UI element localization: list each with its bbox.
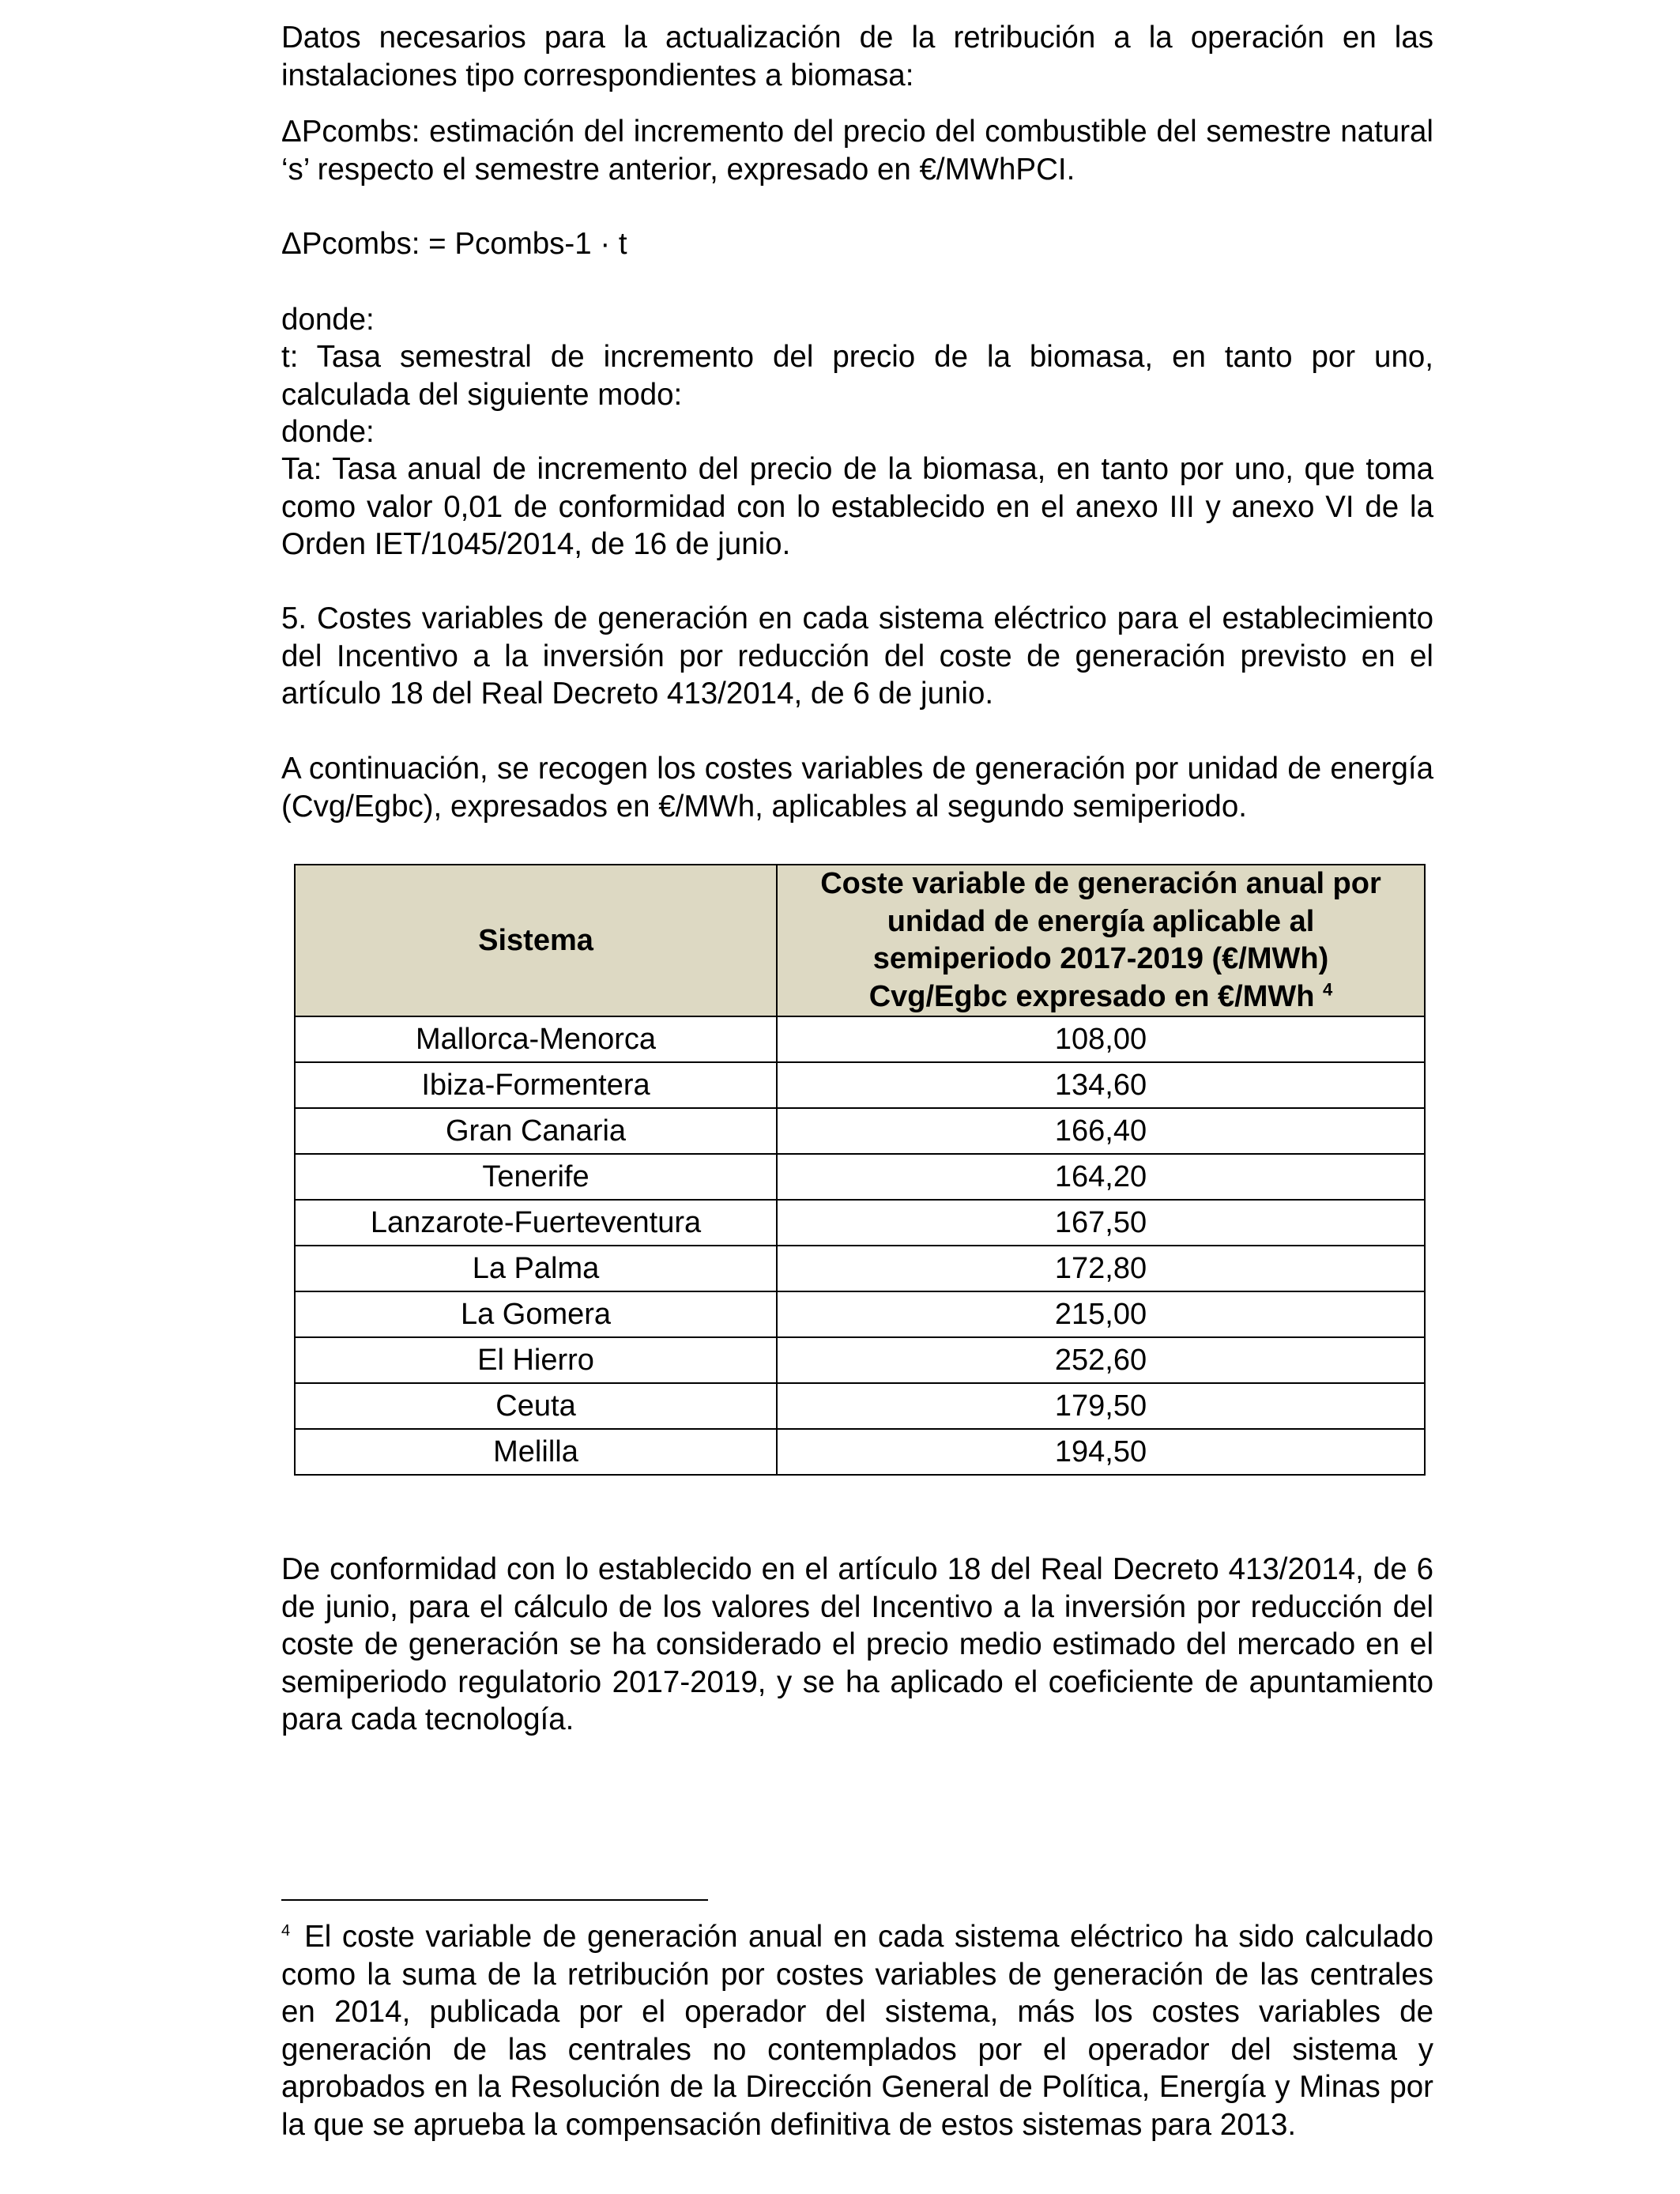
label-donde-2: donde: [281,415,375,449]
cell-sistema: Tenerife [295,1154,777,1200]
paragraph-intro-biomasa: Datos necesarios para la actualización de la retribución a la operación en las instalaciones tipo correspondientes a biomasa: [281,21,1433,92]
header-coste-variable [777,865,1425,1016]
paragraph-table-intro: A continuación, se recogen los costes variables de generación por unidad de energía (Cvg/Egbc), expresados en €/MWh, aplicables al segundo semiperiodo. [281,752,1433,824]
footnote-text [281,1918,1433,2143]
paragraph-ta-definition: Ta: Tasa anual de incremento del precio de la biomasa, en tanto por uno, que toma como valor 0,01 de conformidad con lo establecido en el anexo III y anexo VI de la Orden IET/1045/2014, de 16 de junio. [281,452,1433,561]
table-row [295,1016,1425,1062]
cell-sistema: Mallorca-Menorca [295,1016,777,1062]
footnote-body: El coste variable de generación anual en cada sistema eléctrico ha sido calculado como la suma de la retribución por costes variables de generación de las centrales en 2014, publicada por el operador del sistema, más los costes variables de generación de las centrales no contemplados por el operador del sistema y aprobados en la Resolución de la Dirección General de Política, Energía y Minas por la que se aprueba la compensación definitiva de estos sistemas para 2013. [281,1920,1433,2142]
cell-sistema: La Palma [295,1246,777,1291]
cell-valor: 194,50 [777,1429,1425,1475]
header-cost-line-3: semiperiodo 2017-2019 (€/MWh) [872,942,1329,975]
header-cost-line-4: Cvg/Egbc expresado en €/MWh [868,979,1315,1013]
cell-sistema: Gran Canaria [295,1108,777,1154]
table-row [295,1062,1425,1108]
cell-valor: 179,50 [777,1383,1425,1429]
section-5-heading: 5. Costes variables de generación en cada sistema eléctrico para el establecimiento del Incentivo a la inversión por reducción del coste de generación previsto en el artículo 18 del Real Decreto 413/2014, de 6 de junio. [281,601,1433,711]
costs-table [294,864,1426,1476]
cell-valor: 166,40 [777,1108,1425,1154]
table-row [295,1154,1425,1200]
paragraph-t-definition: t: Tasa semestral de incremento del precio de la biomasa, en tanto por uno, calculada del siguiente modo: [281,340,1433,412]
footnote-reference: 4 [1323,978,1333,999]
cell-valor: 134,60 [777,1062,1425,1108]
paragraph-after-table: De conformidad con lo establecido en el artículo 18 del Real Decreto 413/2014, de 6 de junio, para el cálculo de los valores del Incentivo a la inversión por reducción del coste de generación se ha considerado el precio medio estimado del mercado en el semiperiodo regulatorio 2017-2019, y se ha aplicado el coeficiente de apuntamiento para cada tecnología. [281,1552,1433,1736]
header-cost-line-1: Coste variable de generación anual por [820,867,1381,900]
cell-valor: 167,50 [777,1200,1425,1246]
footnote-mark: 4 [281,1922,291,1940]
cell-valor: 164,20 [777,1154,1425,1200]
table-row [295,1337,1425,1383]
table-row [295,1291,1425,1337]
table-row [295,1246,1425,1291]
cell-sistema: Ceuta [295,1383,777,1429]
cell-sistema: Lanzarote-Fuerteventura [295,1200,777,1246]
cell-valor: 252,60 [777,1337,1425,1383]
formula-delta-pcombs: ΔPcombs: = Pcombs-1 · t [281,227,627,261]
table-row [295,1200,1425,1246]
table-row [295,1108,1425,1154]
cell-sistema: El Hierro [295,1337,777,1383]
table-row [295,1383,1425,1429]
footnote-separator [281,1899,708,1901]
cell-sistema: Ibiza-Formentera [295,1062,777,1108]
cell-sistema: Melilla [295,1429,777,1475]
header-cost-line-2: unidad de energía aplicable al [887,904,1315,938]
table-header-row [295,865,1425,1016]
cell-valor: 215,00 [777,1291,1425,1337]
label-donde-1: donde: [281,303,375,337]
paragraph-delta-pcombs-definition: ΔPcombs: estimación del incremento del precio del combustible del semestre natural ‘s’ respecto el semestre anterior, expresado en €/MWhPCI. [281,115,1433,187]
cell-sistema: La Gomera [295,1291,777,1337]
header-sistema: Sistema [295,865,777,1016]
cell-valor: 172,80 [777,1246,1425,1291]
cell-valor: 108,00 [777,1016,1425,1062]
table-row [295,1429,1425,1475]
